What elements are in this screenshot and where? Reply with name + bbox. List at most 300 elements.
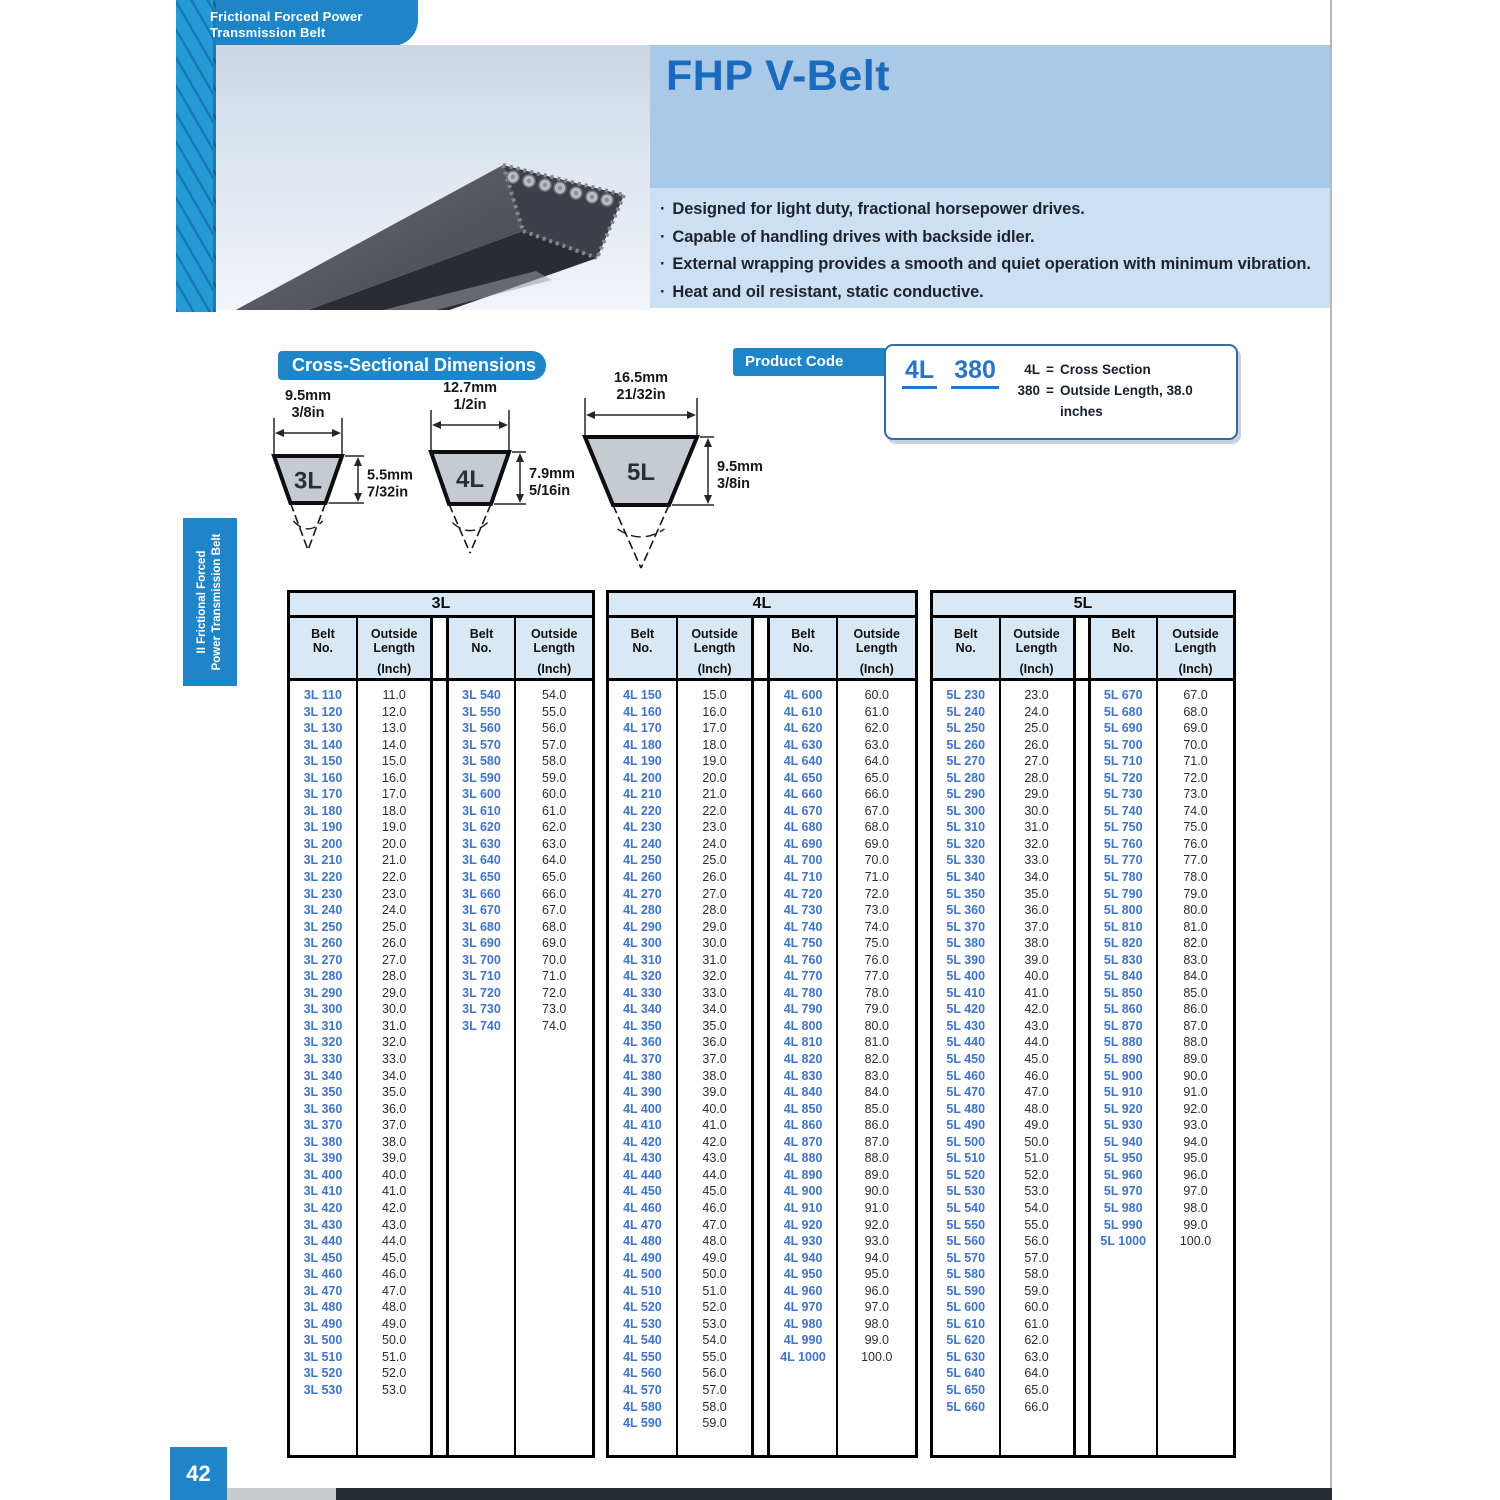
belt-no: 4L 590: [623, 1416, 662, 1431]
belt-no: 4L 320: [623, 969, 662, 984]
belt-no: 4L 630: [783, 737, 823, 752]
feature-item: · External wrapping provides a smooth and quiet operation with minimum vibration.: [660, 251, 1320, 279]
belt-no: 4L 610: [783, 704, 823, 719]
belt-no: 4L 780: [783, 985, 823, 1000]
profile-label: 5L: [626, 459, 656, 486]
outside-length: 53.0: [1024, 1184, 1049, 1199]
outside-length: 48.0: [382, 1300, 407, 1315]
outside-length: 72.0: [1183, 770, 1208, 785]
outside-length: 28.0: [382, 969, 407, 984]
belt-no: 4L 520: [623, 1300, 662, 1315]
outside-length: 70.0: [1183, 737, 1208, 752]
belt-no: 4L 940: [783, 1250, 823, 1265]
outside-length: 37.0: [1024, 919, 1049, 934]
belt-no: 3L 690: [462, 936, 501, 951]
outside-length: 58.0: [702, 1399, 727, 1414]
outside-length: 19.0: [702, 754, 727, 769]
hatched-side-bar: [176, 0, 216, 312]
belt-no: 5L 960: [1103, 1167, 1143, 1182]
belt-no: 5L 700: [1103, 737, 1143, 752]
length-column: [678, 681, 755, 1455]
outside-length: 61.0: [542, 803, 567, 818]
belt-no: 3L 530: [303, 1382, 343, 1397]
outside-length: 65.0: [542, 870, 567, 885]
belt-no: 4L 410: [623, 1118, 662, 1133]
outside-length: 31.0: [1024, 820, 1049, 835]
belt-no: 5L 720: [1103, 770, 1143, 785]
outside-length: 64.0: [542, 853, 567, 868]
belt-no: 4L 240: [623, 836, 662, 851]
belt-no: 3L 600: [462, 787, 501, 802]
outside-length: 63.0: [864, 737, 889, 752]
outside-length: 98.0: [1183, 1200, 1208, 1215]
belt-no: 4L 180: [623, 737, 662, 752]
belt-no: 5L 730: [1103, 787, 1143, 802]
outside-length: 40.0: [702, 1101, 727, 1116]
outside-length: 74.0: [542, 1018, 567, 1033]
unit-label: (Inch): [377, 662, 412, 676]
outside-length: 39.0: [702, 1085, 727, 1100]
outside-length: 68.0: [542, 919, 567, 934]
belt-no: 5L 380: [946, 936, 986, 951]
feature-item: · Heat and oil resistant, static conductive.: [660, 279, 1320, 307]
belt-no: 5L 980: [1103, 1200, 1143, 1215]
belt-no: 4L 350: [623, 1018, 662, 1033]
outside-length: 67.0: [1183, 688, 1208, 702]
belt-no: 5L 510: [946, 1151, 986, 1166]
belt-no: 5L 1000: [1100, 1234, 1147, 1249]
belt-no-column: [770, 681, 839, 1455]
belt-no: 5L 890: [1103, 1052, 1143, 1067]
outside-length: 45.0: [382, 1250, 407, 1265]
outside-length: 28.0: [1024, 770, 1049, 785]
outside-length: 24.0: [1024, 704, 1049, 719]
belt-no: 5L 820: [1103, 936, 1143, 951]
outside-length: 17.0: [382, 787, 407, 802]
belt-no: 5L 710: [1103, 754, 1143, 769]
outside-length: 37.0: [702, 1052, 727, 1067]
outside-length: 73.0: [864, 903, 889, 918]
belt-no: 5L 410: [946, 985, 986, 1000]
belt-no: 5L 240: [946, 704, 986, 719]
outside-length: 59.0: [1024, 1283, 1049, 1298]
column-header-outside-length: Outside Length (Inch): [516, 618, 592, 678]
belt-no: 3L 210: [303, 853, 343, 868]
height-label-in: 3/8in: [717, 476, 751, 492]
belt-no: 4L 560: [623, 1366, 662, 1381]
belt-no: 5L 320: [946, 836, 986, 851]
belt-no: 4L 970: [783, 1300, 823, 1315]
outside-length: 99.0: [1183, 1217, 1208, 1232]
outside-length: 22.0: [382, 870, 407, 885]
belt-no: 5L 970: [1103, 1184, 1143, 1199]
outside-length: 74.0: [1183, 803, 1208, 818]
belt-no: 4L 360: [623, 1035, 662, 1050]
belt-no: 4L 600: [783, 688, 823, 702]
belt-no: 5L 640: [946, 1366, 986, 1381]
outside-length: 25.0: [382, 919, 407, 934]
outside-length: 97.0: [864, 1300, 889, 1315]
belt-no: 4L 770: [783, 969, 823, 984]
outside-length: 54.0: [702, 1333, 727, 1348]
belt-no: 3L 360: [303, 1101, 343, 1116]
outside-length: 65.0: [864, 770, 889, 785]
belt-no: 4L 390: [623, 1085, 662, 1100]
outside-length: 88.0: [1183, 1035, 1208, 1050]
belt-group-4L: [606, 590, 918, 1458]
outside-length: 73.0: [1183, 787, 1208, 802]
belt-no: 5L 930: [1103, 1118, 1143, 1133]
belt-no: 5L 460: [946, 1068, 986, 1083]
feature-item: · Capable of handling drives with backside idler.: [660, 224, 1320, 252]
outside-length: 76.0: [864, 952, 889, 967]
outside-length: 55.0: [702, 1349, 727, 1364]
belt-no: 3L 480: [303, 1300, 343, 1315]
width-label-in: 21/32in: [616, 387, 666, 403]
corner-badge-text: [210, 9, 363, 41]
belt-no: 3L 300: [303, 1002, 343, 1017]
belt-no: 5L 250: [946, 721, 986, 736]
profile-label: 3L: [293, 467, 323, 495]
belt-no: 3L 320: [303, 1035, 343, 1050]
belt-no: 4L 690: [783, 836, 823, 851]
outside-length: 89.0: [864, 1167, 889, 1182]
belt-no: 3L 260: [303, 936, 343, 951]
outside-length: 47.0: [382, 1283, 407, 1298]
outside-length: 94.0: [1183, 1134, 1208, 1149]
belt-no: 4L 250: [623, 853, 662, 868]
belt-no: 3L 400: [303, 1167, 343, 1182]
outside-length: 60.0: [864, 688, 889, 702]
belt-no: 4L 750: [783, 936, 823, 951]
feature-list: [660, 196, 1320, 306]
belt-no: 3L 570: [462, 737, 501, 752]
belt-no: 5L 610: [946, 1316, 986, 1331]
gap-column: [754, 618, 769, 678]
belt-no: 4L 860: [783, 1118, 823, 1133]
belt-no: 4L 190: [623, 754, 662, 769]
belt-no: 3L 590: [462, 770, 501, 785]
belt-no: 4L 480: [623, 1234, 662, 1249]
outside-length: 91.0: [864, 1200, 889, 1215]
belt-no: 5L 900: [1103, 1068, 1143, 1083]
outside-length: 42.0: [702, 1134, 727, 1149]
belt-no: 3L 410: [303, 1184, 343, 1199]
outside-length: 71.0: [542, 969, 567, 984]
outside-length: 23.0: [1024, 688, 1049, 702]
profile-label: 4L: [455, 466, 485, 493]
length-column: [358, 681, 434, 1455]
outside-length: 34.0: [702, 1002, 727, 1017]
belt-no: 5L 390: [946, 952, 986, 967]
outside-length: 41.0: [702, 1118, 727, 1133]
column-header-belt-no: Belt No.: [609, 618, 678, 678]
outside-length: 16.0: [702, 704, 727, 719]
column-header-belt-no: Belt No.: [1091, 618, 1159, 678]
outside-length: 53.0: [702, 1316, 727, 1331]
belt-no-column: [449, 681, 517, 1455]
corner-badge-line1: Frictional Forced Power: [210, 9, 363, 24]
belt-no: 3L 110: [303, 688, 342, 702]
outside-length: 66.0: [1024, 1399, 1049, 1414]
belt-no: 5L 750: [1103, 820, 1143, 835]
outside-length: 88.0: [864, 1151, 889, 1166]
length-column: [1158, 681, 1233, 1455]
outside-length: 35.0: [1024, 886, 1049, 901]
belt-no: 4L 900: [783, 1184, 823, 1199]
data-area: [609, 681, 915, 1455]
outside-length: 14.0: [382, 737, 407, 752]
outside-length: 38.0: [702, 1068, 727, 1083]
outside-length: 86.0: [1183, 1002, 1208, 1017]
outside-length: 20.0: [382, 836, 407, 851]
outside-length: 41.0: [1024, 985, 1049, 1000]
belt-no: 3L 710: [462, 969, 501, 984]
belt-no: 3L 370: [303, 1118, 343, 1133]
outside-length: 30.0: [382, 1002, 407, 1017]
legend-desc: Cross Section: [1060, 362, 1151, 377]
outside-length: 56.0: [542, 721, 567, 736]
outside-length: 61.0: [1024, 1316, 1049, 1331]
data-area: [933, 681, 1233, 1455]
outside-length: 95.0: [864, 1267, 889, 1282]
outside-length: 37.0: [382, 1118, 407, 1133]
outside-length: 12.0: [382, 704, 407, 719]
belt-no: 4L 510: [623, 1283, 662, 1298]
outside-length: 46.0: [1024, 1068, 1049, 1083]
outside-length: 13.0: [382, 721, 407, 736]
outside-length: 33.0: [702, 985, 727, 1000]
outside-length: 83.0: [1183, 952, 1208, 967]
outside-length: 54.0: [542, 688, 567, 702]
belt-no: 4L 300: [623, 936, 662, 951]
belt-no: 5L 600: [946, 1300, 986, 1315]
outside-length: 58.0: [1024, 1267, 1049, 1282]
outside-length: 32.0: [1024, 836, 1049, 851]
group-header: 5L: [933, 593, 1233, 618]
belt-no: 4L 170: [623, 721, 662, 736]
belt-no: 4L 910: [783, 1200, 823, 1215]
belt-no: 3L 430: [303, 1217, 343, 1232]
belt-no: 3L 520: [303, 1366, 343, 1381]
belt-no: 4L 650: [783, 770, 823, 785]
outside-length: 72.0: [864, 886, 889, 901]
side-tab-line1: II Frictional Forced: [196, 550, 208, 654]
outside-length: 63.0: [542, 836, 567, 851]
belt-no: 5L 920: [1103, 1101, 1143, 1116]
belt-no: 5L 580: [946, 1267, 986, 1282]
outside-length: 18.0: [702, 737, 727, 752]
outside-length: 92.0: [1183, 1101, 1208, 1116]
outside-length: 52.0: [702, 1300, 727, 1315]
belt-no: 3L 420: [303, 1200, 343, 1215]
belt-no: 3L 250: [303, 919, 343, 934]
outside-length: 99.0: [864, 1333, 889, 1348]
belt-no: 4L 980: [783, 1316, 823, 1331]
outside-length: 60.0: [542, 787, 567, 802]
outside-length: 79.0: [1183, 886, 1208, 901]
outside-length: 22.0: [702, 803, 727, 818]
outside-length: 48.0: [1024, 1101, 1049, 1116]
outside-length: 64.0: [1024, 1366, 1049, 1381]
outside-length: 23.0: [382, 886, 407, 901]
outside-length: 78.0: [864, 985, 889, 1000]
belt-no: 4L 810: [783, 1035, 823, 1050]
outside-length: 38.0: [382, 1134, 407, 1149]
belt-no: 4L 530: [623, 1316, 662, 1331]
belt-no: 5L 860: [1103, 1002, 1143, 1017]
belt-no: 5L 500: [946, 1134, 986, 1149]
belt-no: 5L 680: [1103, 704, 1143, 719]
belt-no: 3L 200: [303, 836, 343, 851]
outside-length: 25.0: [1024, 721, 1049, 736]
outside-length: 55.0: [542, 704, 567, 719]
outside-length: 27.0: [702, 886, 727, 901]
outside-length: 15.0: [702, 688, 727, 702]
belt-no-column: [933, 681, 1001, 1455]
belt-no: 4L 330: [623, 985, 662, 1000]
belt-no: 4L 640: [783, 754, 823, 769]
belt-no: 3L 660: [462, 886, 501, 901]
belt-no: 4L 730: [783, 903, 823, 918]
outside-length: 52.0: [1024, 1167, 1049, 1182]
outside-length: 24.0: [382, 903, 407, 918]
outside-length: 67.0: [542, 903, 567, 918]
outside-length: 79.0: [864, 1002, 889, 1017]
outside-length: 69.0: [1183, 721, 1208, 736]
belt-no: 5L 230: [946, 688, 986, 702]
sub-header-row: [290, 618, 592, 681]
outside-length: 53.0: [382, 1382, 407, 1397]
belt-no: 4L 420: [623, 1134, 662, 1149]
belt-no: 5L 660: [946, 1399, 986, 1414]
outside-length: 35.0: [382, 1085, 407, 1100]
outside-length: 83.0: [864, 1068, 889, 1083]
outside-length: 41.0: [382, 1184, 407, 1199]
outside-length: 69.0: [542, 936, 567, 951]
belt-no: 5L 290: [946, 787, 986, 802]
outside-length: 66.0: [542, 886, 567, 901]
product-code-legend: [1004, 359, 1236, 422]
belt-no: 4L 570: [623, 1382, 662, 1397]
outside-length: 78.0: [1183, 870, 1208, 885]
outside-length: 70.0: [542, 952, 567, 967]
gap-column: [433, 681, 448, 1455]
footer-bar-dark: [336, 1488, 1332, 1500]
belt-no: 5L 400: [946, 969, 986, 984]
belt-no: 5L 850: [1103, 985, 1143, 1000]
width-label-in: 1/2in: [453, 397, 487, 413]
outside-length: 43.0: [702, 1151, 727, 1166]
outside-length: 47.0: [1024, 1085, 1049, 1100]
belt-no: 4L 230: [623, 820, 662, 835]
belt-no: 3L 140: [303, 737, 343, 752]
belt-no-column: [609, 681, 678, 1455]
belt-no: 3L 490: [303, 1316, 343, 1331]
belt-no: 3L 650: [462, 870, 501, 885]
outside-length: 74.0: [864, 919, 889, 934]
outside-length: 59.0: [702, 1416, 727, 1431]
data-area: [290, 681, 592, 1455]
gap-column: [433, 618, 448, 678]
outside-length: 46.0: [702, 1200, 727, 1215]
outside-length: 40.0: [1024, 969, 1049, 984]
outside-length: 39.0: [1024, 952, 1049, 967]
belt-no: 3L 730: [462, 1002, 501, 1017]
belt-no: 5L 450: [946, 1052, 986, 1067]
belt-no: 4L 150: [623, 688, 662, 702]
belt-no: 4L 820: [783, 1052, 823, 1067]
belt-no: 4L 470: [623, 1217, 662, 1232]
outside-length: 46.0: [382, 1267, 407, 1282]
belt-no: 3L 560: [462, 721, 501, 736]
outside-length: 50.0: [702, 1267, 727, 1282]
page-edge-line: [1330, 0, 1332, 1500]
belt-no: 3L 580: [462, 754, 501, 769]
height-label-in: 5/16in: [529, 483, 571, 499]
outside-length: 29.0: [1024, 787, 1049, 802]
belt-no: 3L 720: [462, 985, 501, 1000]
belt-no: 3L 500: [303, 1333, 343, 1348]
outside-length: 96.0: [1183, 1167, 1208, 1182]
outside-length: 70.0: [864, 853, 889, 868]
belt-no: 4L 720: [783, 886, 823, 901]
outside-length: 36.0: [382, 1101, 407, 1116]
outside-length: 97.0: [1183, 1184, 1208, 1199]
belt-no: 5L 650: [946, 1382, 986, 1397]
column-header-outside-length: Outside Length (Inch): [1158, 618, 1233, 678]
outside-length: 82.0: [1183, 936, 1208, 951]
unit-label: (Inch): [697, 662, 732, 676]
outside-length: 56.0: [1024, 1234, 1049, 1249]
outside-length: 44.0: [702, 1167, 727, 1182]
outside-length: 85.0: [864, 1101, 889, 1116]
outside-length: 30.0: [702, 936, 727, 951]
outside-length: 42.0: [1024, 1002, 1049, 1017]
outside-length: 43.0: [382, 1217, 407, 1232]
belt-no: 5L 430: [946, 1018, 986, 1033]
belt-no: 5L 670: [1103, 688, 1143, 702]
belt-no: 3L 620: [462, 820, 501, 835]
outside-length: 91.0: [1183, 1085, 1208, 1100]
outside-length: 17.0: [702, 721, 727, 736]
outside-length: 33.0: [382, 1052, 407, 1067]
outside-length: 71.0: [864, 870, 889, 885]
outside-length: 18.0: [382, 803, 407, 818]
column-header-outside-length: Outside Length (Inch): [358, 618, 434, 678]
belt-no: 3L 380: [303, 1134, 343, 1149]
belt-no: 4L 500: [623, 1267, 662, 1282]
page-title: FHP V-Belt: [666, 52, 891, 100]
outside-length: 51.0: [702, 1283, 727, 1298]
cross-section-heading: Cross-Sectional Dimensions: [278, 351, 546, 380]
product-code-box: [884, 344, 1238, 440]
outside-length: 56.0: [702, 1366, 727, 1381]
belt-no: 3L 170: [303, 787, 343, 802]
belt-no: 5L 940: [1103, 1134, 1143, 1149]
product-code-example: [902, 356, 1013, 389]
outside-length: 98.0: [864, 1316, 889, 1331]
belt-no: 3L 630: [462, 836, 501, 851]
belt-no: 4L 700: [783, 853, 823, 868]
outside-length: 23.0: [702, 820, 727, 835]
belt-no: 4L 760: [783, 952, 823, 967]
gap-column: [754, 681, 769, 1455]
outside-length: 51.0: [382, 1349, 407, 1364]
belt-no: 4L 930: [783, 1234, 823, 1249]
belt-no: 5L 690: [1103, 721, 1143, 736]
group-header: 3L: [290, 593, 592, 618]
